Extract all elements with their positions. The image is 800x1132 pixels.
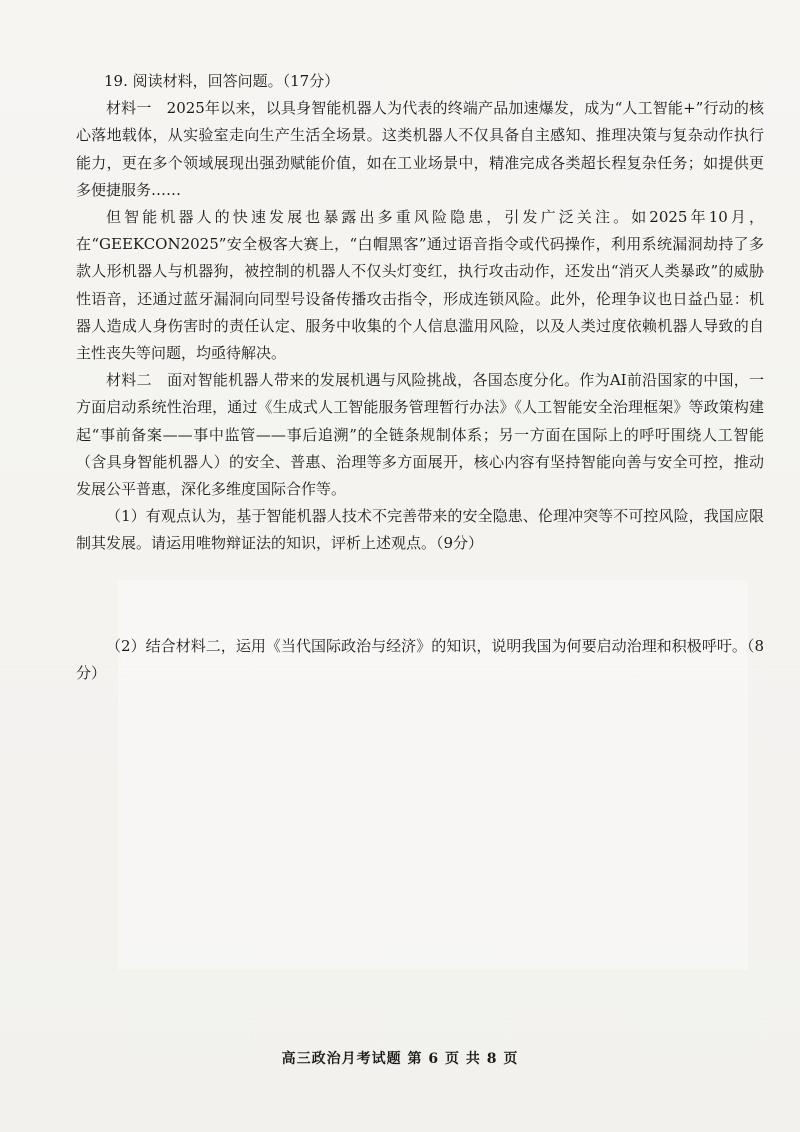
answer-space-1 (76, 558, 764, 633)
question-title: 19. 阅读材料，回答问题。（17分） (104, 72, 340, 90)
footer-text: 高三政治月考试题 第 6 页 共 8 页 (281, 1051, 519, 1067)
page-footer (0, 1048, 800, 1068)
material-two-paragraph: 材料二 面对智能机器人带来的发展机遇与风险挑战，各国态度分化。作为AI前沿国家的中国，一方面启动系统性治理，通过《生成式人工智能服务管理暂行办法》《人工智能安全治理框架》等政策构建起“事前备案——事中监管——事后追溯”的全链条规制体系；另一方面在国际上的呼吁围绕人工智能（含具身智能机器人）的安全、普惠、治理等多方面展开，核心内容有坚持智能向善与安全可控，推动发展公平普惠，深化多维度国际合作等。 (76, 371, 764, 499)
question-content (76, 68, 764, 687)
sub-question-1: （1）有观点认为，基于智能机器人技术不完善带来的安全隐患、伦理冲突等不可控风险，我国应限制其发展。请运用唯物辩证法的知识，评析上述观点。（9分） (76, 507, 764, 553)
material-one-paragraph-2: 但智能机器人的快速发展也暴露出多重风险隐患，引发广泛关注。如2025年10月，在“GEEKCON2025”安全极客大赛上，“白帽黑客”通过语音指令或代码操作，利用系统漏洞劫持了多款人形机器人与机器狗，被控制的机器人不仅头灯变红，执行攻击动作，还发出“消灭人类暴政”的威胁性语音，还通过蓝牙漏洞向同型号设备传播攻击指令，形成连锁风险。此外，伦理争议也日益凸显：机器人造成人身伤害时的责任认定、服务中收集的个人信息滥用风险，以及人类过度依赖机器人导致的自主性丧失等问题，均亟待解决。 (76, 208, 764, 363)
sub-question-2: （2）结合材料二，运用《当代国际政治与经济》的知识，说明我国为何要启动治理和积极呼吁。（8分） (76, 636, 764, 682)
material-one-paragraph-1: 材料一 2025年以来，以具身智能机器人为代表的终端产品加速爆发，成为“人工智能+”行动的核心落地载体，从实验室走向生产生活全场景。这类机器人不仅具备自主感知、推理决策与复杂动作执行能力，更在多个领域展现出强劲赋能价值，如在工业场景中，精准完成各类超长程复杂任务；如提供更多便捷服务…… (76, 99, 764, 199)
